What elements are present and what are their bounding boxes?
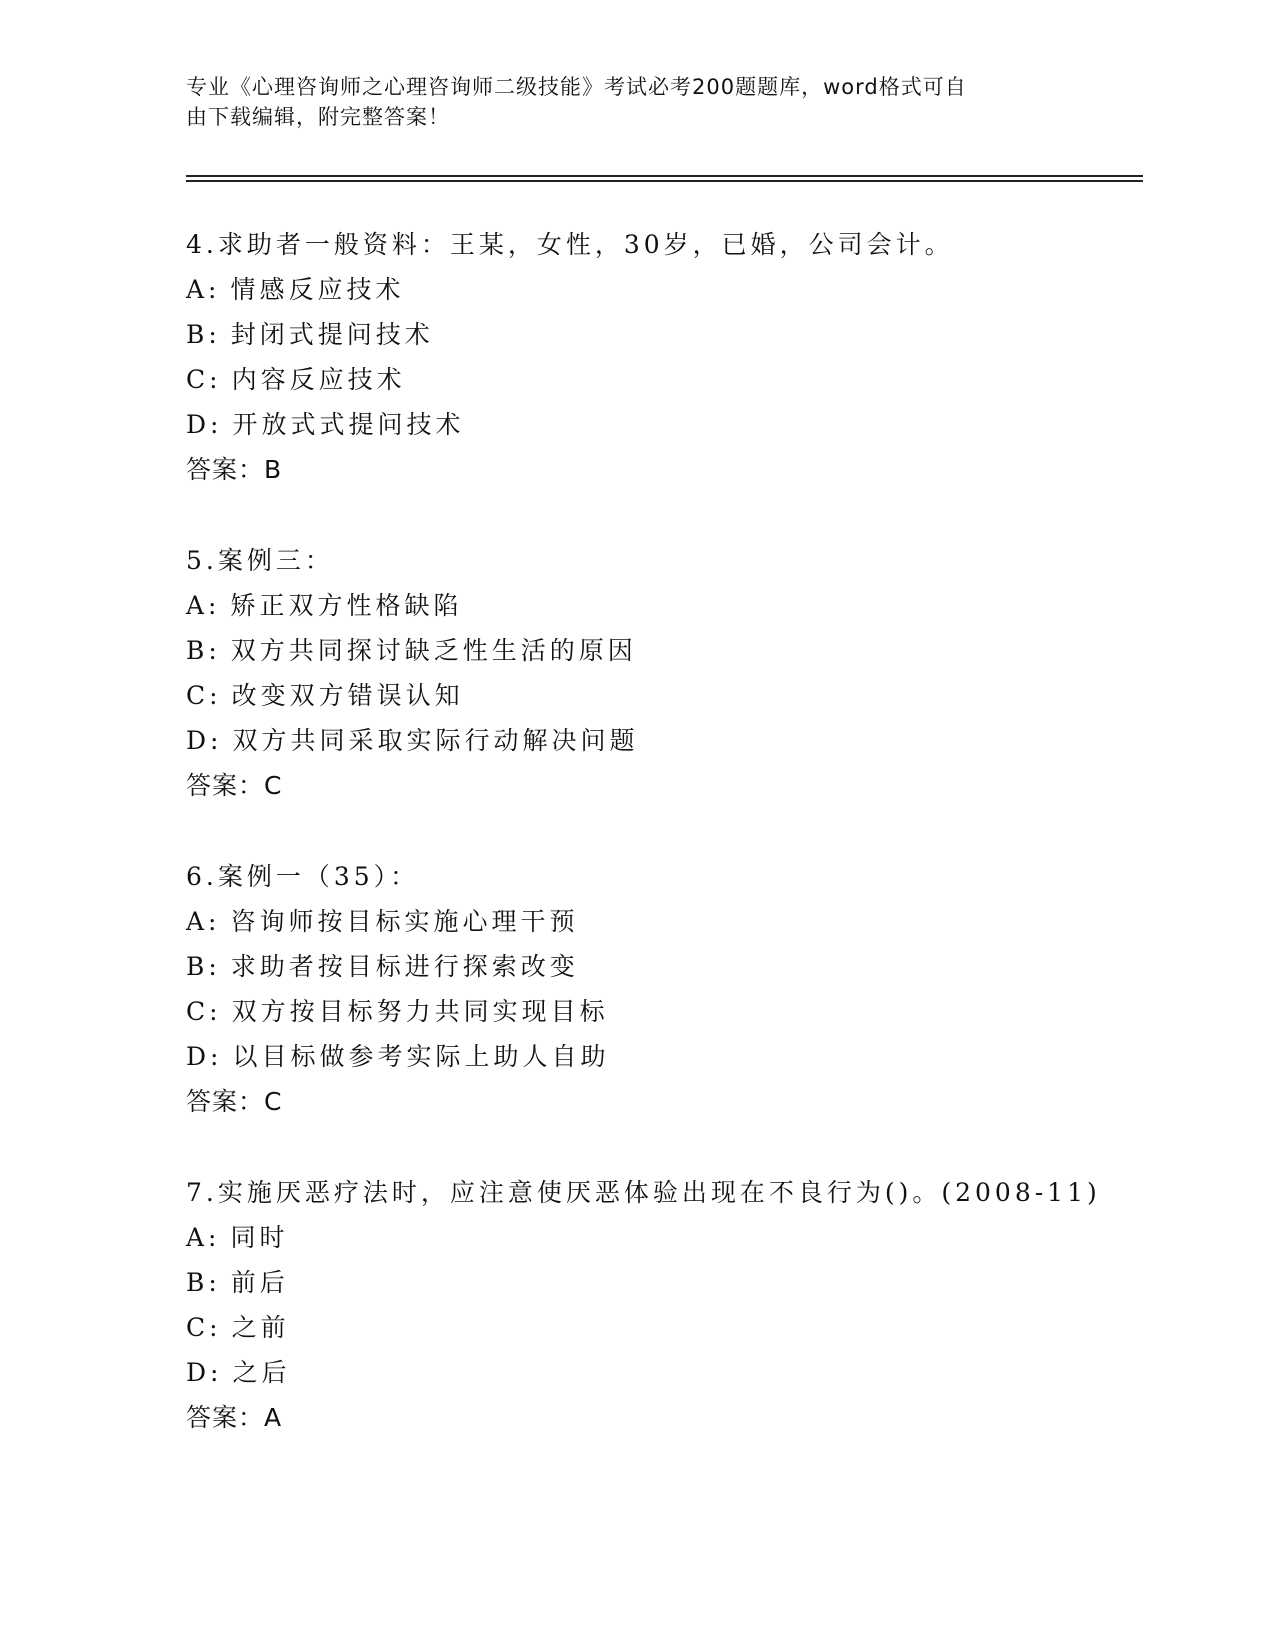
answer: 答案：C — [186, 1087, 283, 1116]
question-5 — [186, 538, 1116, 808]
answer: 答案：A — [186, 1403, 283, 1432]
header-rule-top — [186, 175, 1143, 177]
option-c: C: 内容反应技术 — [186, 365, 406, 394]
question-6 — [186, 854, 1116, 1124]
question-7 — [186, 1170, 1116, 1440]
option-b: B: 前后 — [186, 1268, 289, 1297]
question-stem: 6.案例一（35）： — [186, 862, 420, 891]
option-c: C: 双方按目标努力共同实现目标 — [186, 997, 609, 1026]
option-c: C: 改变双方错误认知 — [186, 681, 464, 710]
option-d: D: 双方共同采取实际行动解决问题 — [186, 726, 639, 755]
option-d: D: 开放式式提问技术 — [186, 410, 465, 439]
option-c: C: 之前 — [186, 1313, 290, 1342]
answer: 答案：C — [186, 771, 283, 800]
header-line-2: 由下载编辑，附完整答案！ — [186, 105, 450, 129]
option-b: B: 求助者按目标进行探索改变 — [186, 952, 579, 981]
option-b: B: 封闭式提问技术 — [186, 320, 434, 349]
header-rule-bottom — [186, 180, 1143, 182]
question-stem: 7.实施厌恶疗法时，应注意使厌恶体验出现在不良行为()。(2008-11) — [186, 1178, 1101, 1207]
option-a: A: 咨询师按目标实施心理干预 — [186, 907, 579, 936]
header-line-1: 专业《心理咨询师之心理咨询师二级技能》考试必考200题题库，word格式可自 — [186, 75, 967, 99]
option-a: A: 矫正双方性格缺陷 — [186, 591, 463, 620]
question-stem: 4.求助者一般资料：王某，女性，30岁，已婚，公司会计。 — [186, 230, 954, 259]
option-a: A: 同时 — [186, 1223, 289, 1252]
question-4 — [186, 222, 1116, 492]
option-b: B: 双方共同探讨缺乏性生活的原因 — [186, 636, 637, 665]
option-d: D: 之后 — [186, 1358, 291, 1387]
document-header — [186, 72, 1056, 132]
question-stem: 5.案例三： — [186, 546, 334, 575]
option-d: D: 以目标做参考实际上助人自助 — [186, 1042, 610, 1071]
option-a: A: 情感反应技术 — [186, 275, 405, 304]
answer: 答案：B — [186, 455, 283, 484]
